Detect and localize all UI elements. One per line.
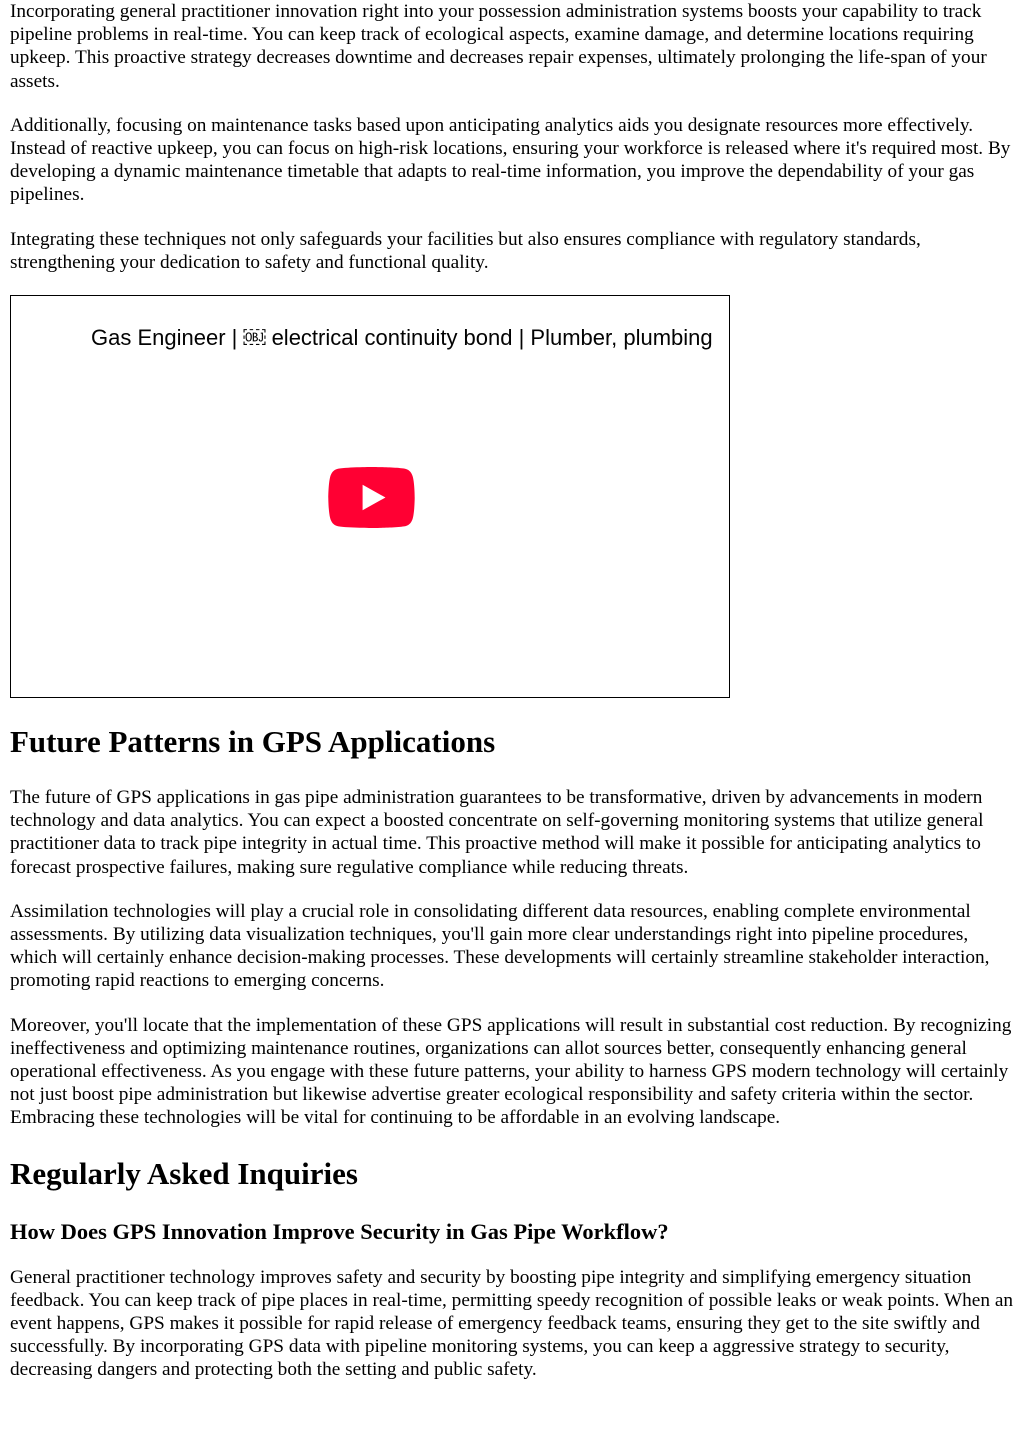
- youtube-video-embed[interactable]: [10, 295, 730, 698]
- intro-paragraph-3: Integrating these techniques not only safeguards your facilities but also ensures compliance with regulatory standards, strengthening your dedication to safety and functional quality.: [10, 228, 921, 273]
- future-paragraph-2: Assimilation technologies will play a crucial role in consolidating different data resources, enabling complete environmental assessments. By utilizing data visualization techniques, you'll gain more clear understandings right into pipeline procedures, which will certainly enhance decision-making processes. These developments will certainly streamline stakeholder interaction, promoting rapid reactions to emerging concerns.: [10, 900, 990, 992]
- section-heading-future: Future Patterns in GPS Applications: [10, 724, 496, 760]
- faq-question: How Does GPS Innovation Improve Security in Gas Pipe Workflow?: [10, 1218, 669, 1244]
- intro-paragraph-1: Incorporating general practitioner innovation right into your possession administration systems boosts your capability to track pipeline problems in real-time. You can keep track of ecological aspects, examine damage, and determine locations requiring upkeep. This proactive strategy decreases downtime and decreases repair expenses, ultimately prolonging the life-span of your assets.: [10, 1, 987, 92]
- intro-paragraph-2: Additionally, focusing on maintenance tasks based upon anticipating analytics aids you designate resources more effectively. Instead of reactive upkeep, you can focus on high-risk locations, ensuring your workforce is released where it's required most. By developing a dynamic maintenance timetable that adapts to real-time information, you improve the dependability of your gas pipelines.: [10, 114, 1011, 206]
- future-paragraph-1: The future of GPS applications in gas pipe administration guarantees to be transformative, driven by advancements in modern technology and data analytics. You can expect a boosted concentrate on self-governing monitoring systems that utilize general practitioner data to track pipe integrity in actual time. This proactive method will make it possible for anticipating analytics to forecast prospective failures, making sure regulative compliance while reducing threats.: [10, 787, 984, 878]
- play-button-graphic: [328, 467, 415, 528]
- future-paragraph-3: Moreover, you'll locate that the implementation of these GPS applications will result in substantial cost reduction. By recognizing ineffectiveness and optimizing maintenance routines, organizations can allot sources better, consequently enhancing general operational effectiveness. As you engage with these future patterns, your ability to harness GPS modern technology will certainly not just boost pipe administration but likewise advertise greater ecological responsibility and safety criteria within the sector. Embracing these technologies will be vital for continuing to be affordable in an evolving landscape.: [10, 1014, 1012, 1129]
- youtube-play-icon[interactable]: [328, 467, 415, 528]
- video-title[interactable]: Gas Engineer | ￼ electrical continuity bond | Plumber, plumbing: [91, 325, 713, 351]
- faq-answer: General practitioner technology improves safety and security by boosting pipe integrity and simplifying emergency situation feedback. You can keep track of pipe places in real-time, permitting speedy recognition of possible leaks or weak points. When an event happens, GPS makes it possible for rapid release of emergency feedback teams, ensuring they get to the site swiftly and successfully. By incorporating GPS data with pipeline monitoring systems, you can keep a aggressive strategy to security, decreasing dangers and protecting both the setting and public safety.: [10, 1266, 1014, 1381]
- section-heading-faq: Regularly Asked Inquiries: [10, 1155, 358, 1191]
